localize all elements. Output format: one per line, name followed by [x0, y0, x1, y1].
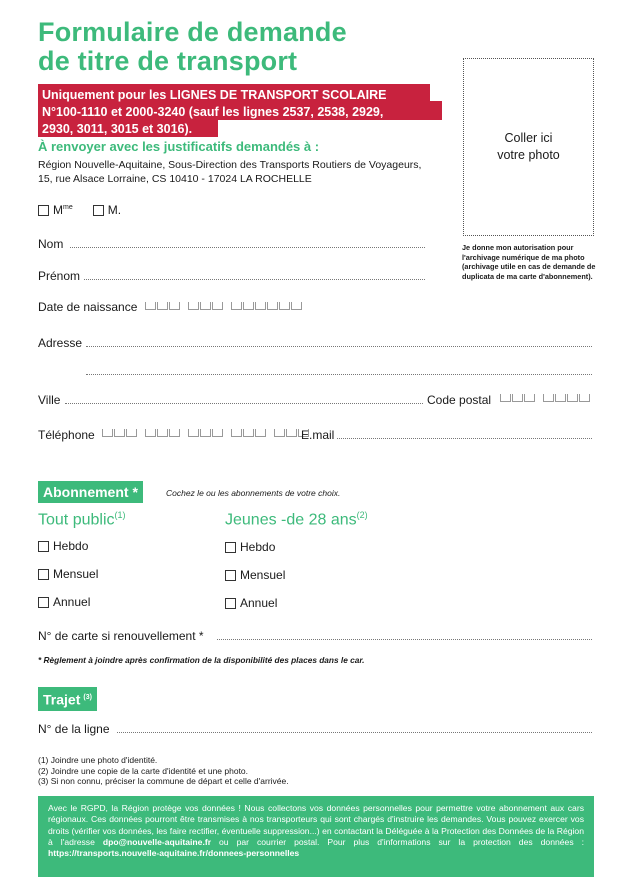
label-adresse: Adresse [38, 336, 83, 350]
checkbox-public-annuel[interactable] [38, 597, 49, 608]
ville-field[interactable] [65, 403, 423, 404]
label-email: E.mail [301, 428, 335, 442]
prenom-field[interactable] [84, 279, 425, 280]
checkbox-m[interactable] [93, 205, 104, 216]
restriction-text: Uniquement pour les LIGNES DE TRANSPORT SCOLAIRE N°100-1110 et 2000-3240 (sauf les lignes 2537, 2538, 2929, 2930, 3011, 3015 et 3016). [42, 88, 387, 136]
trajet-tag: Trajet $^{(3)}$ [38, 687, 97, 711]
option-public-annuel[interactable]: Annuel [38, 595, 90, 609]
abonnement-hint: Cochez le ou les abonnements de votre choix. [166, 488, 341, 498]
reglement-note: * Règlement à joindre après confirmation de la disponibilité des places dans le car. [38, 655, 365, 665]
label-mme: $M^{me}$ [53, 203, 73, 217]
checkbox-mme[interactable] [38, 205, 49, 216]
rgpd-notice: Avec le RGPD, la Région protège vos données ! Nous collectons vos données personnelles pour permettre votre abonnement aux cars régionaux. Ces données pourront être transmises à nos transporteurs qui sont chargés d'instruire les demandes. Vous pouvez exercer vos droits (vérifier vos données, les faire rectifier, éventuelle suppression...) en contactant la Déléguée à la Protection des Données de la Région à l'adresse dpo@nouvelle-aquitaine.fr ou par courrier postal. Pour plus d'informations sur la protection des données : https://transports.nouvelle-aquitaine.fr/donnees-personnelles [38, 796, 594, 877]
label-code-postal: Code postal [427, 393, 492, 407]
checkbox-public-mensuel[interactable] [38, 569, 49, 580]
nom-field[interactable] [70, 247, 425, 248]
label-naissance: Date de naissance [38, 300, 138, 314]
footnotes: (1) Joindre une photo d'identité. (2) Joindre une copie de la carte d'identité et une photo. (3) Si non connu, préciser la commune de départ et celle d'arrivée. [38, 755, 289, 786]
tout-public-title: Tout public$^{(1)}$ [38, 510, 126, 529]
label-ligne: N° de la ligne [38, 722, 110, 736]
option-jeunes-hebdo[interactable]: Hebdo [225, 540, 275, 554]
abonnement-tag: Abonnement * [38, 481, 143, 503]
telephone-field[interactable] [102, 429, 317, 437]
option-jeunes-mensuel[interactable]: Mensuel [225, 568, 285, 582]
adresse-field-1[interactable] [86, 346, 592, 347]
photo-consent-note: Je donne mon autorisation pour l'archivage numérique de ma photo (archivage utile en cas de demande de duplicata de ma carte d'abonnement). [462, 243, 596, 281]
send-address: Région Nouvelle-Aquitaine, Sous-Direction des Transports Routiers de Voyageurs, 15, rue Alsace Lorraine, CS 10410 - 17024 LA ROCHELLE [38, 159, 422, 185]
code-postal-field[interactable] [500, 394, 598, 402]
email-field[interactable] [337, 438, 592, 439]
civility-group [38, 203, 121, 217]
photo-box[interactable]: Coller ici votre photo [463, 58, 594, 236]
dpo-email[interactable]: dpo@nouvelle-aquitaine.fr [102, 836, 212, 847]
send-title: À renvoyer avec les justificatifs demandés à : [38, 139, 320, 154]
option-jeunes-annuel[interactable]: Annuel [225, 596, 277, 610]
adresse-field-2[interactable] [86, 374, 592, 375]
label-ville: Ville [38, 393, 61, 407]
ligne-field[interactable] [117, 732, 592, 733]
label-prenom: Prénom [38, 269, 81, 283]
rgpd-link[interactable]: https://transports.nouvelle-aquitaine.fr/donnees-personnelles [48, 848, 300, 859]
label-nom: Nom [38, 237, 64, 251]
label-m: M. [107, 203, 122, 217]
option-public-mensuel[interactable]: Mensuel [38, 567, 98, 581]
carte-field[interactable] [217, 639, 592, 640]
label-carte: N° de carte si renouvellement * [38, 629, 204, 643]
option-public-hebdo[interactable]: Hebdo [38, 539, 88, 553]
birthdate-field[interactable] [145, 302, 310, 310]
checkbox-public-hebdo[interactable] [38, 541, 49, 552]
jeunes-title: Jeunes -de 28 ans$^{(2)}$ [225, 510, 368, 529]
page-title: Formulaire de demande de titre de transport [38, 17, 347, 76]
label-telephone: Téléphone [38, 428, 95, 442]
checkbox-jeunes-annuel[interactable] [225, 598, 236, 609]
checkbox-jeunes-hebdo[interactable] [225, 542, 236, 553]
checkbox-jeunes-mensuel[interactable] [225, 570, 236, 581]
